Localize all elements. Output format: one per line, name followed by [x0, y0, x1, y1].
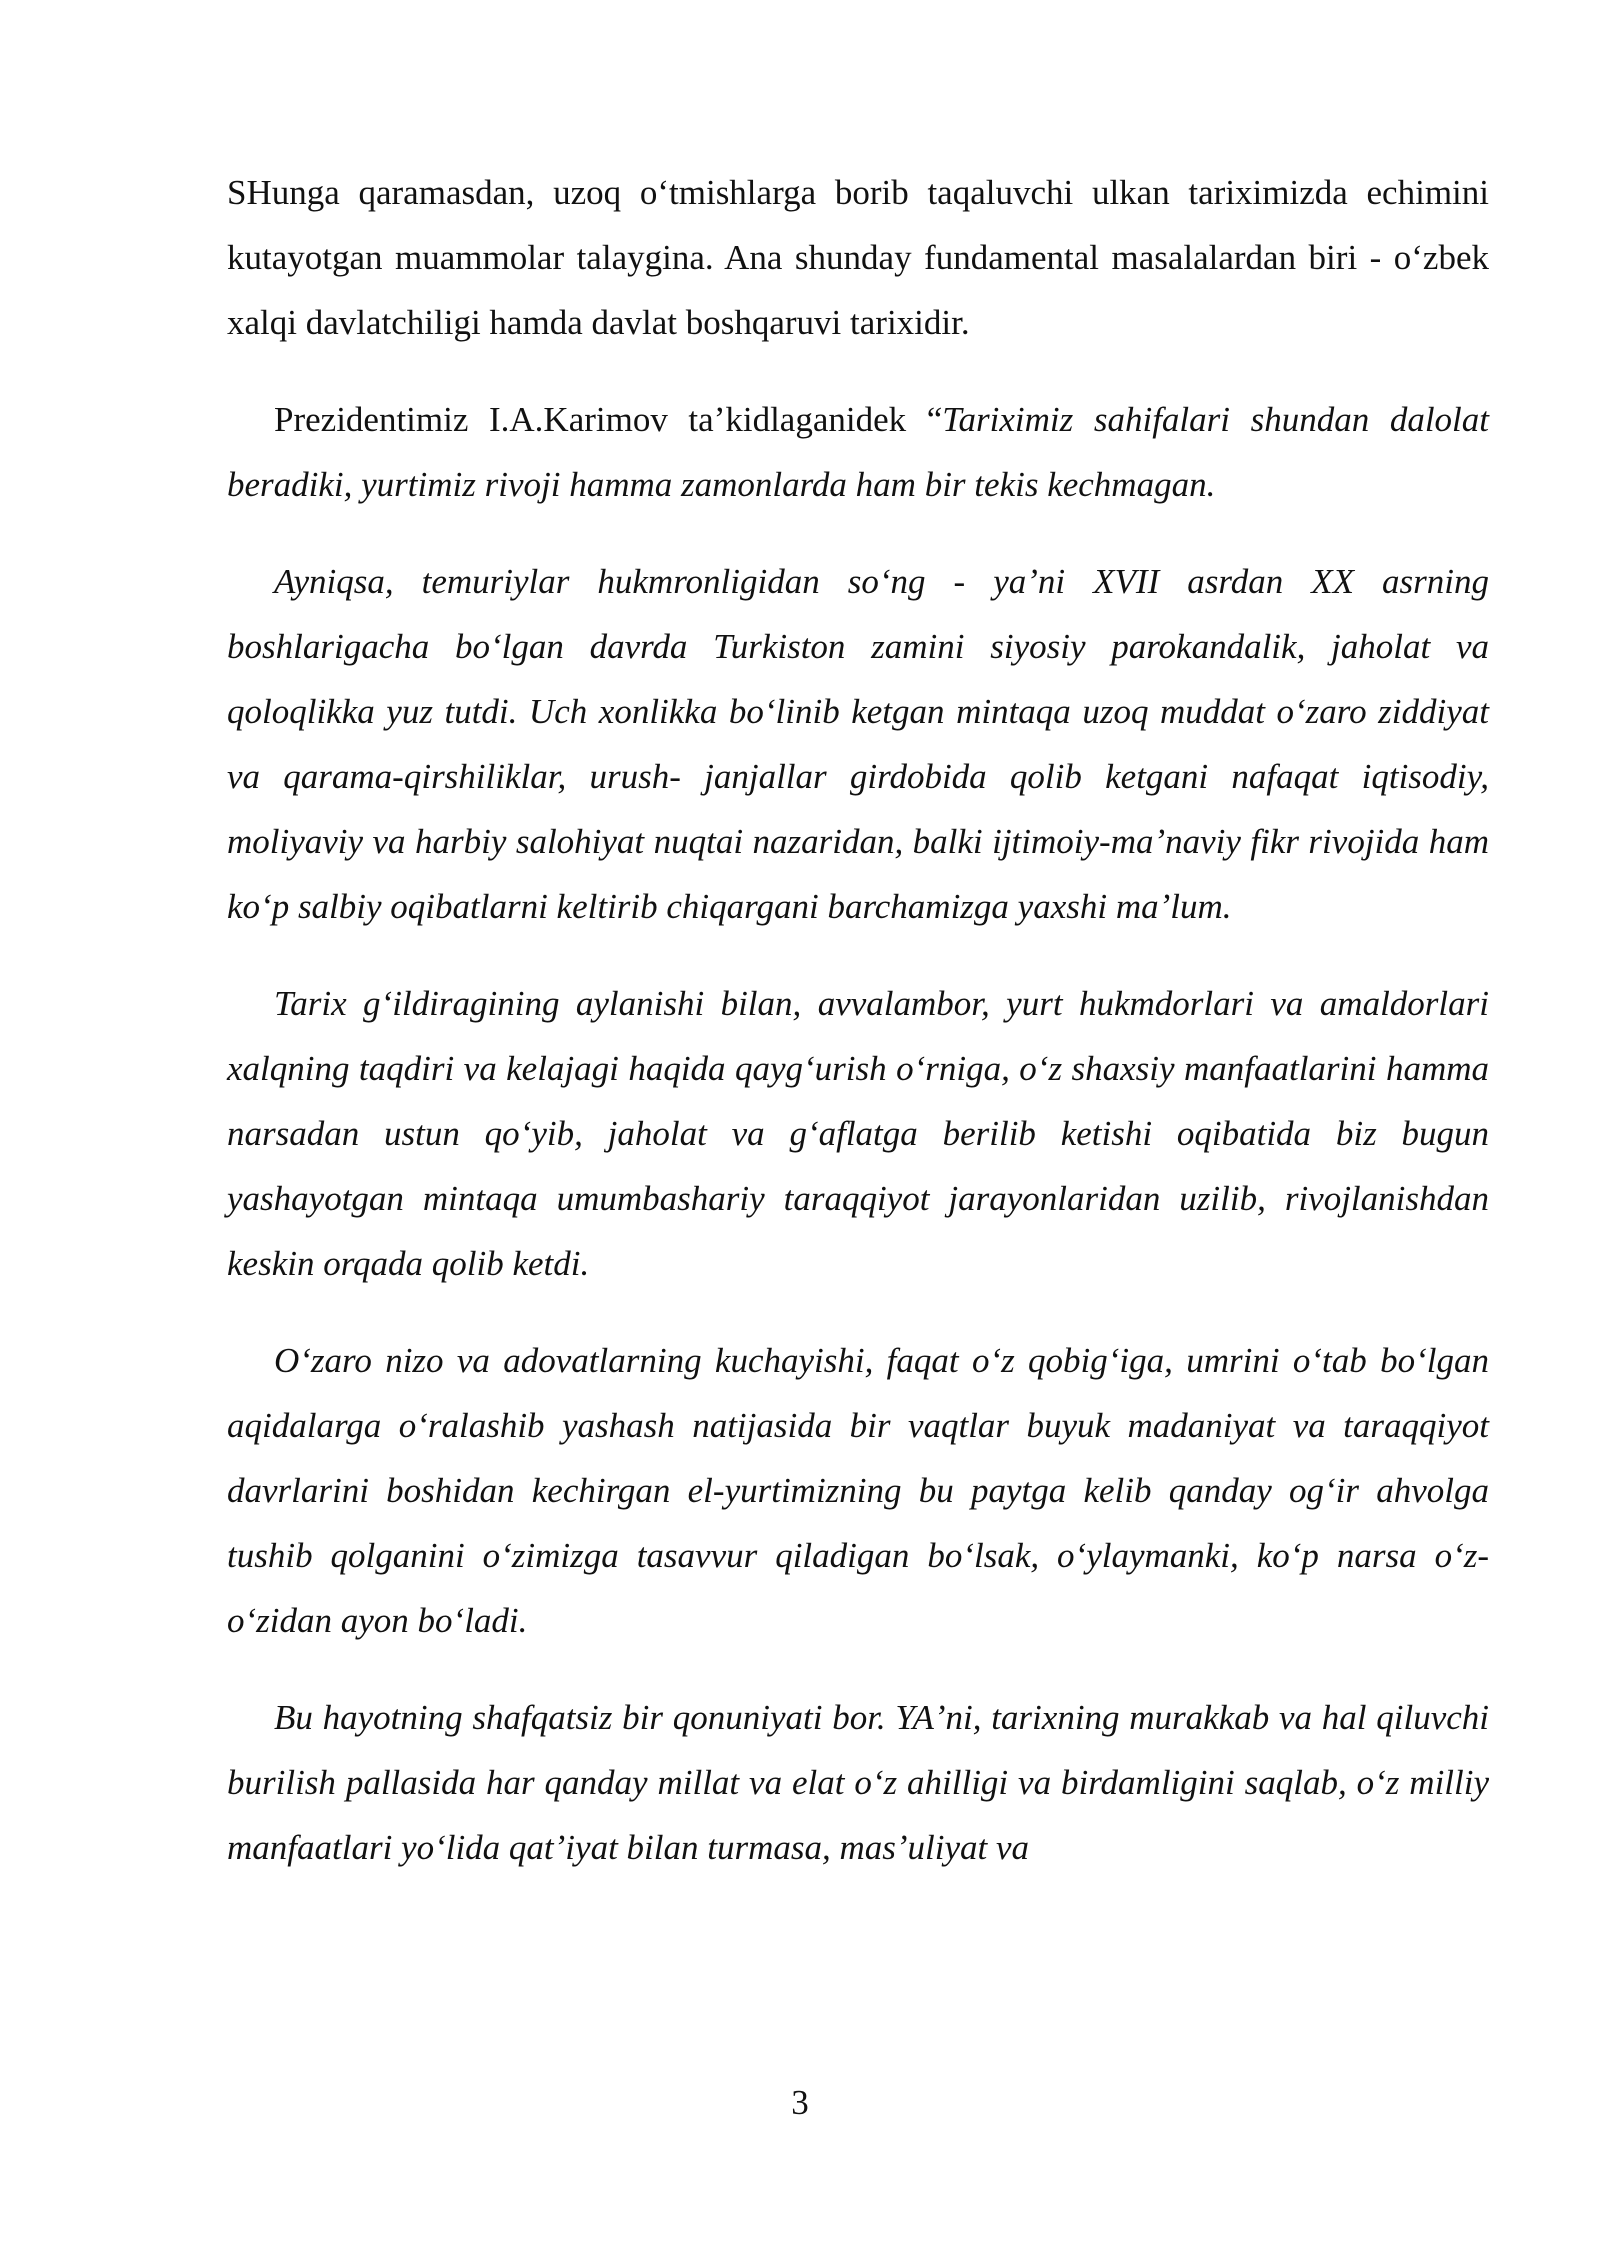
paragraph-gap — [227, 939, 1489, 971]
paragraph-2-intro: Prezidentimiz I.A.Karimov taʼkidlaganidek “ — [274, 400, 943, 439]
paragraph-2 — [227, 387, 1489, 517]
paragraph-gap — [227, 1296, 1489, 1328]
page-number: 3 — [791, 2083, 809, 2122]
page-body — [227, 160, 1489, 1880]
paragraph-6: Bu hayotning shafqatsiz bir qonuniyati bor. YAʼni, tarixning murakkab va hal qiluvchi burilish pallasida har qanday millat va elat oʻz ahilligi va birdamligini saqlab, oʻz milliy manfaatlari yoʻlida qatʼiyat bilan turmasa, masʼuliyat va — [227, 1698, 1489, 1867]
paragraph-gap — [227, 1653, 1489, 1685]
paragraph-gap — [227, 355, 1489, 387]
paragraph-3: Ayniqsa, temuriylar hukmronligidan soʻng - yaʼni XVII asrdan XX asrning boshlarigacha boʻlgan davrda Turkiston zamini siyosiy parokandalik, jaholat va qoloqlikka yuz tutdi. Uch xonlikka boʻlinib ketgan mintaqa uzoq muddat oʻzaro ziddiyat va qarama-qirshiliklar, urush- janjallar girdobida qolib ketgani nafaqat iqtisodiy, moliyaviy va harbiy salohiyat nuqtai nazaridan, balki ijtimoiy-maʼnaviy fikr rivojida ham koʻp salbiy oqibatlarni keltirib chiqargani barchamizga yaxshi maʼlum. — [227, 562, 1489, 926]
paragraph-2-quote: Tariximiz sahifalari shundan dalolat beradiki, yurtimiz rivoji hamma zamonlarda ham bir tekis kechmagan. — [227, 400, 1489, 504]
paragraph-4: Tarix gʻildiragining aylanishi bilan, avvalambor, yurt hukmdorlari va amaldorlari xalqning taqdiri va kelajagi haqida qaygʻurish oʻrniga, oʻz shaxsiy manfaatlarini hamma narsadan ustun qoʻyib, jaholat va gʻaflatga berilib ketishi oqibatida biz bugun yashayotgan mintaqa umumbashariy taraqqiyot jarayonlaridan uzilib, rivojlanishdan keskin orqada qolib ketdi. — [227, 984, 1489, 1283]
paragraph-5: Oʻzaro nizo va adovatlarning kuchayishi, faqat oʻz qobigʻiga, umrini oʻtab boʻlgan aqidalarga oʻralashib yashash natijasida bir vaqtlar buyuk madaniyat va taraqqiyot davrlarini boshidan kechirgan el-yurtimizning bu paytga kelib qanday ogʻir ahvolga tushib qolganini oʻzimizga tasavvur qiladigan boʻlsak, oʻylaymanki, koʻp narsa oʻz-oʻzidan ayon boʻladi. — [227, 1341, 1489, 1640]
paragraph-1: SHunga qaramasdan, uzoq oʻtmishlarga borib taqaluvchi ulkan tariximizda echimini kutayotgan muammolar talaygina. Ana shunday fundamental masalalardan biri - oʻzbek xalqi davlatchiligi hamda davlat boshqaruvi tarixidir. — [227, 173, 1489, 342]
paragraph-gap — [227, 517, 1489, 549]
